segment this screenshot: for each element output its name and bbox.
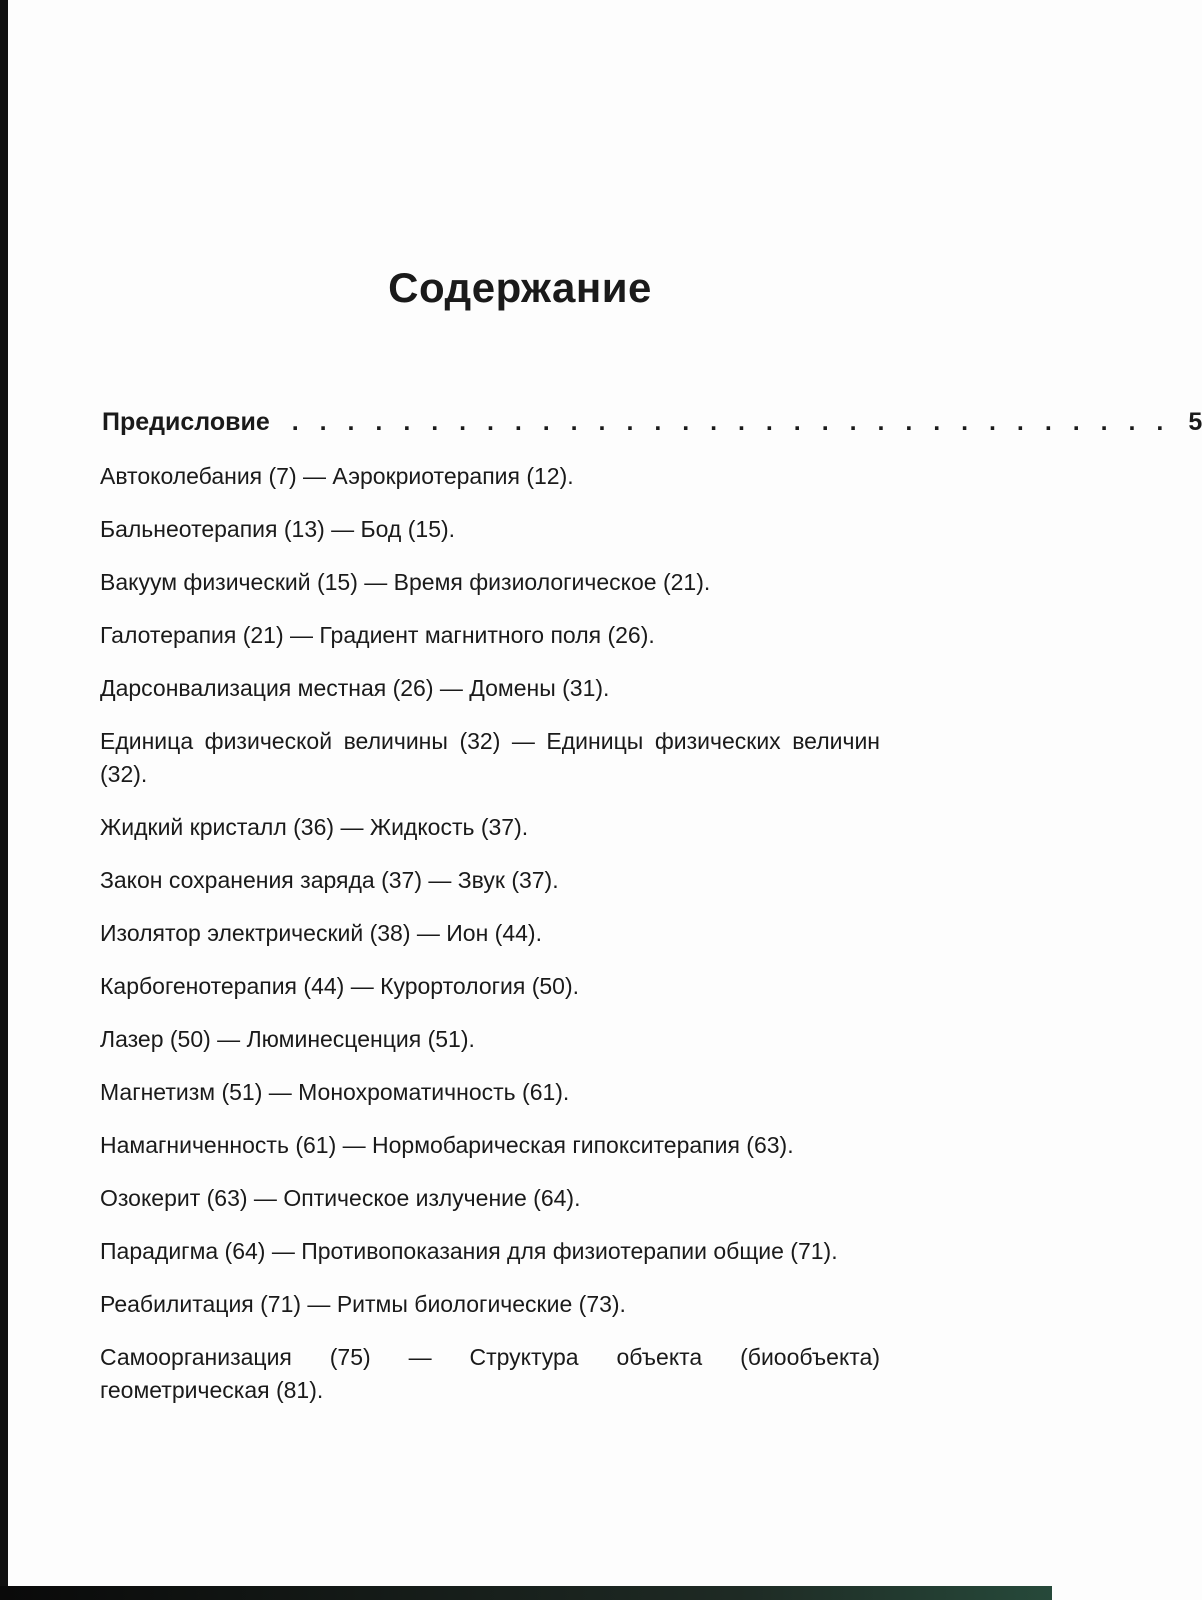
toc-entry: Жидкий кристалл (36) — Жидкость (37). <box>100 814 529 840</box>
toc-entry: Бальнеотерапия (13) — Бод (15). <box>100 516 456 542</box>
toc-entries-list <box>100 460 880 1427</box>
page-left-edge <box>0 0 8 1600</box>
toc-entry: Вакуум физический (15) — Время физиологическое (21). <box>100 569 711 595</box>
toc-entry: Единица физической величины (32) — Единицы физических величин (32). <box>100 728 880 787</box>
toc-entry: Карбогенотерапия (44) — Курортология (50). <box>100 973 580 999</box>
dot-leaders: . . . . . . . . . . . . . . . . . . . . . . . . . . . . . . . . <box>291 408 1171 436</box>
toc-preface-row <box>102 408 1202 440</box>
toc-entry: Автоколебания (7) — Аэрокриотерапия (12). <box>100 463 574 489</box>
toc-entry: Галотерапия (21) — Градиент магнитного поля (26). <box>100 622 655 648</box>
toc-entry: Магнетизм (51) — Монохроматичность (61). <box>100 1079 570 1105</box>
toc-entry: Закон сохранения заряда (37) — Звук (37). <box>100 867 559 893</box>
toc-entry: Изолятор электрический (38) — Ион (44). <box>100 920 542 946</box>
toc-entry: Реабилитация (71) — Ритмы биологические (73). <box>100 1291 626 1317</box>
toc-entry: Дарсонвализация местная (26) — Домены (31). <box>100 675 610 701</box>
toc-entry: Лазер (50) — Люминесценция (51). <box>100 1026 475 1052</box>
preface-page-number: 5 <box>1188 408 1202 436</box>
toc-entry: Намагниченность (61) — Нормобарическая гипокситерапия (63). <box>100 1132 794 1158</box>
page-title: Содержание <box>388 264 652 312</box>
preface-label: Предисловие <box>102 408 270 436</box>
page-bottom-edge <box>0 1586 1052 1600</box>
toc-entry: Самоорганизация (75) — Структура объекта (биообъекта) геометрическая (81). <box>100 1344 880 1403</box>
toc-entry: Озокерит (63) — Оптическое излучение (64). <box>100 1185 581 1211</box>
toc-entry: Парадигма (64) — Противопоказания для физиотерапии общие (71). <box>100 1238 838 1264</box>
